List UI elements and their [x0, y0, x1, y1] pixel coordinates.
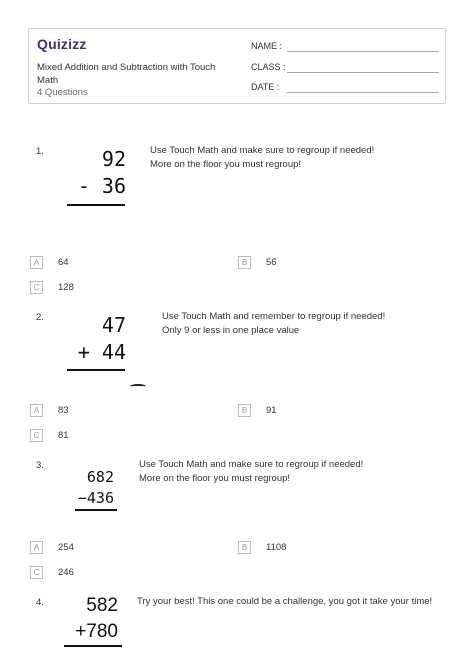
- answer-rule: [75, 509, 117, 511]
- question-number: 1.: [36, 146, 44, 157]
- option-a-text[interactable]: 254: [58, 542, 74, 553]
- option-c-text[interactable]: 246: [58, 567, 74, 578]
- prompt-line: More on the floor you must regroup!: [150, 159, 302, 170]
- problem-bottom: −436: [77, 489, 114, 507]
- question-prompt: [139, 458, 363, 486]
- option-c-text[interactable]: 128: [58, 282, 74, 293]
- pencil-mark: [130, 384, 146, 389]
- problem-top: 582: [86, 595, 118, 616]
- option-b-box[interactable]: B: [238, 404, 251, 417]
- prompt-line: Use Touch Math and remember to regroup if needed!: [162, 311, 386, 322]
- problem-top: 682: [86, 468, 114, 486]
- class-line: [287, 72, 439, 73]
- date-label: DATE :: [251, 82, 280, 92]
- option-a-text[interactable]: 83: [58, 405, 69, 416]
- worksheet-header: [28, 28, 446, 104]
- class-label: CLASS :: [251, 62, 286, 72]
- worksheet-title: Mixed Addition and Subtraction with Touch Math: [37, 62, 216, 86]
- problem-top: 47: [101, 313, 126, 337]
- option-b-text[interactable]: 56: [266, 257, 277, 268]
- question-number: 4.: [36, 597, 44, 608]
- name-label: NAME :: [251, 41, 283, 51]
- question-prompt: [150, 144, 374, 172]
- prompt-line: Use Touch Math and make sure to regroup if needed!: [139, 459, 364, 470]
- option-b-box[interactable]: B: [238, 256, 251, 269]
- date-line: [287, 92, 439, 93]
- prompt-line: Use Touch Math and make sure to regroup if needed!: [150, 145, 375, 156]
- option-a-box[interactable]: A: [30, 541, 43, 554]
- question-prompt: [137, 595, 432, 609]
- option-b-text[interactable]: 91: [266, 405, 277, 416]
- question-prompt: [162, 310, 385, 338]
- option-c-box[interactable]: C: [30, 429, 43, 442]
- question-number: 2.: [36, 312, 44, 323]
- name-field[interactable]: [251, 41, 282, 51]
- option-a-text[interactable]: 64: [58, 257, 69, 268]
- option-c-box[interactable]: C: [30, 281, 43, 294]
- problem-bottom: - 36: [77, 174, 126, 198]
- option-a-box[interactable]: A: [30, 256, 43, 269]
- name-line: [287, 51, 439, 52]
- prompt-line: Only 9 or less in one place value: [162, 325, 300, 336]
- option-c-box[interactable]: C: [30, 566, 43, 579]
- question-number: 3.: [36, 460, 44, 471]
- problem-top: 92: [101, 147, 126, 171]
- class-field[interactable]: [251, 62, 286, 72]
- problem-bottom: +780: [75, 621, 118, 642]
- problem-bottom: + 44: [77, 340, 126, 364]
- answer-rule: [67, 204, 125, 206]
- answer-rule: [64, 645, 122, 647]
- question-count: 4 Questions: [37, 87, 88, 98]
- option-b-text[interactable]: 1108: [266, 542, 287, 553]
- option-b-box[interactable]: B: [238, 541, 251, 554]
- prompt-line: More on the floor you must regroup!: [139, 473, 291, 484]
- prompt-line: Try your best! This one could be a challenge, you got it take your time!: [137, 596, 433, 607]
- date-field[interactable]: [251, 82, 279, 92]
- option-a-box[interactable]: A: [30, 404, 43, 417]
- quizizz-logo: Quizizz: [37, 36, 87, 52]
- answer-rule: [67, 369, 125, 371]
- option-c-text[interactable]: 81: [58, 430, 69, 441]
